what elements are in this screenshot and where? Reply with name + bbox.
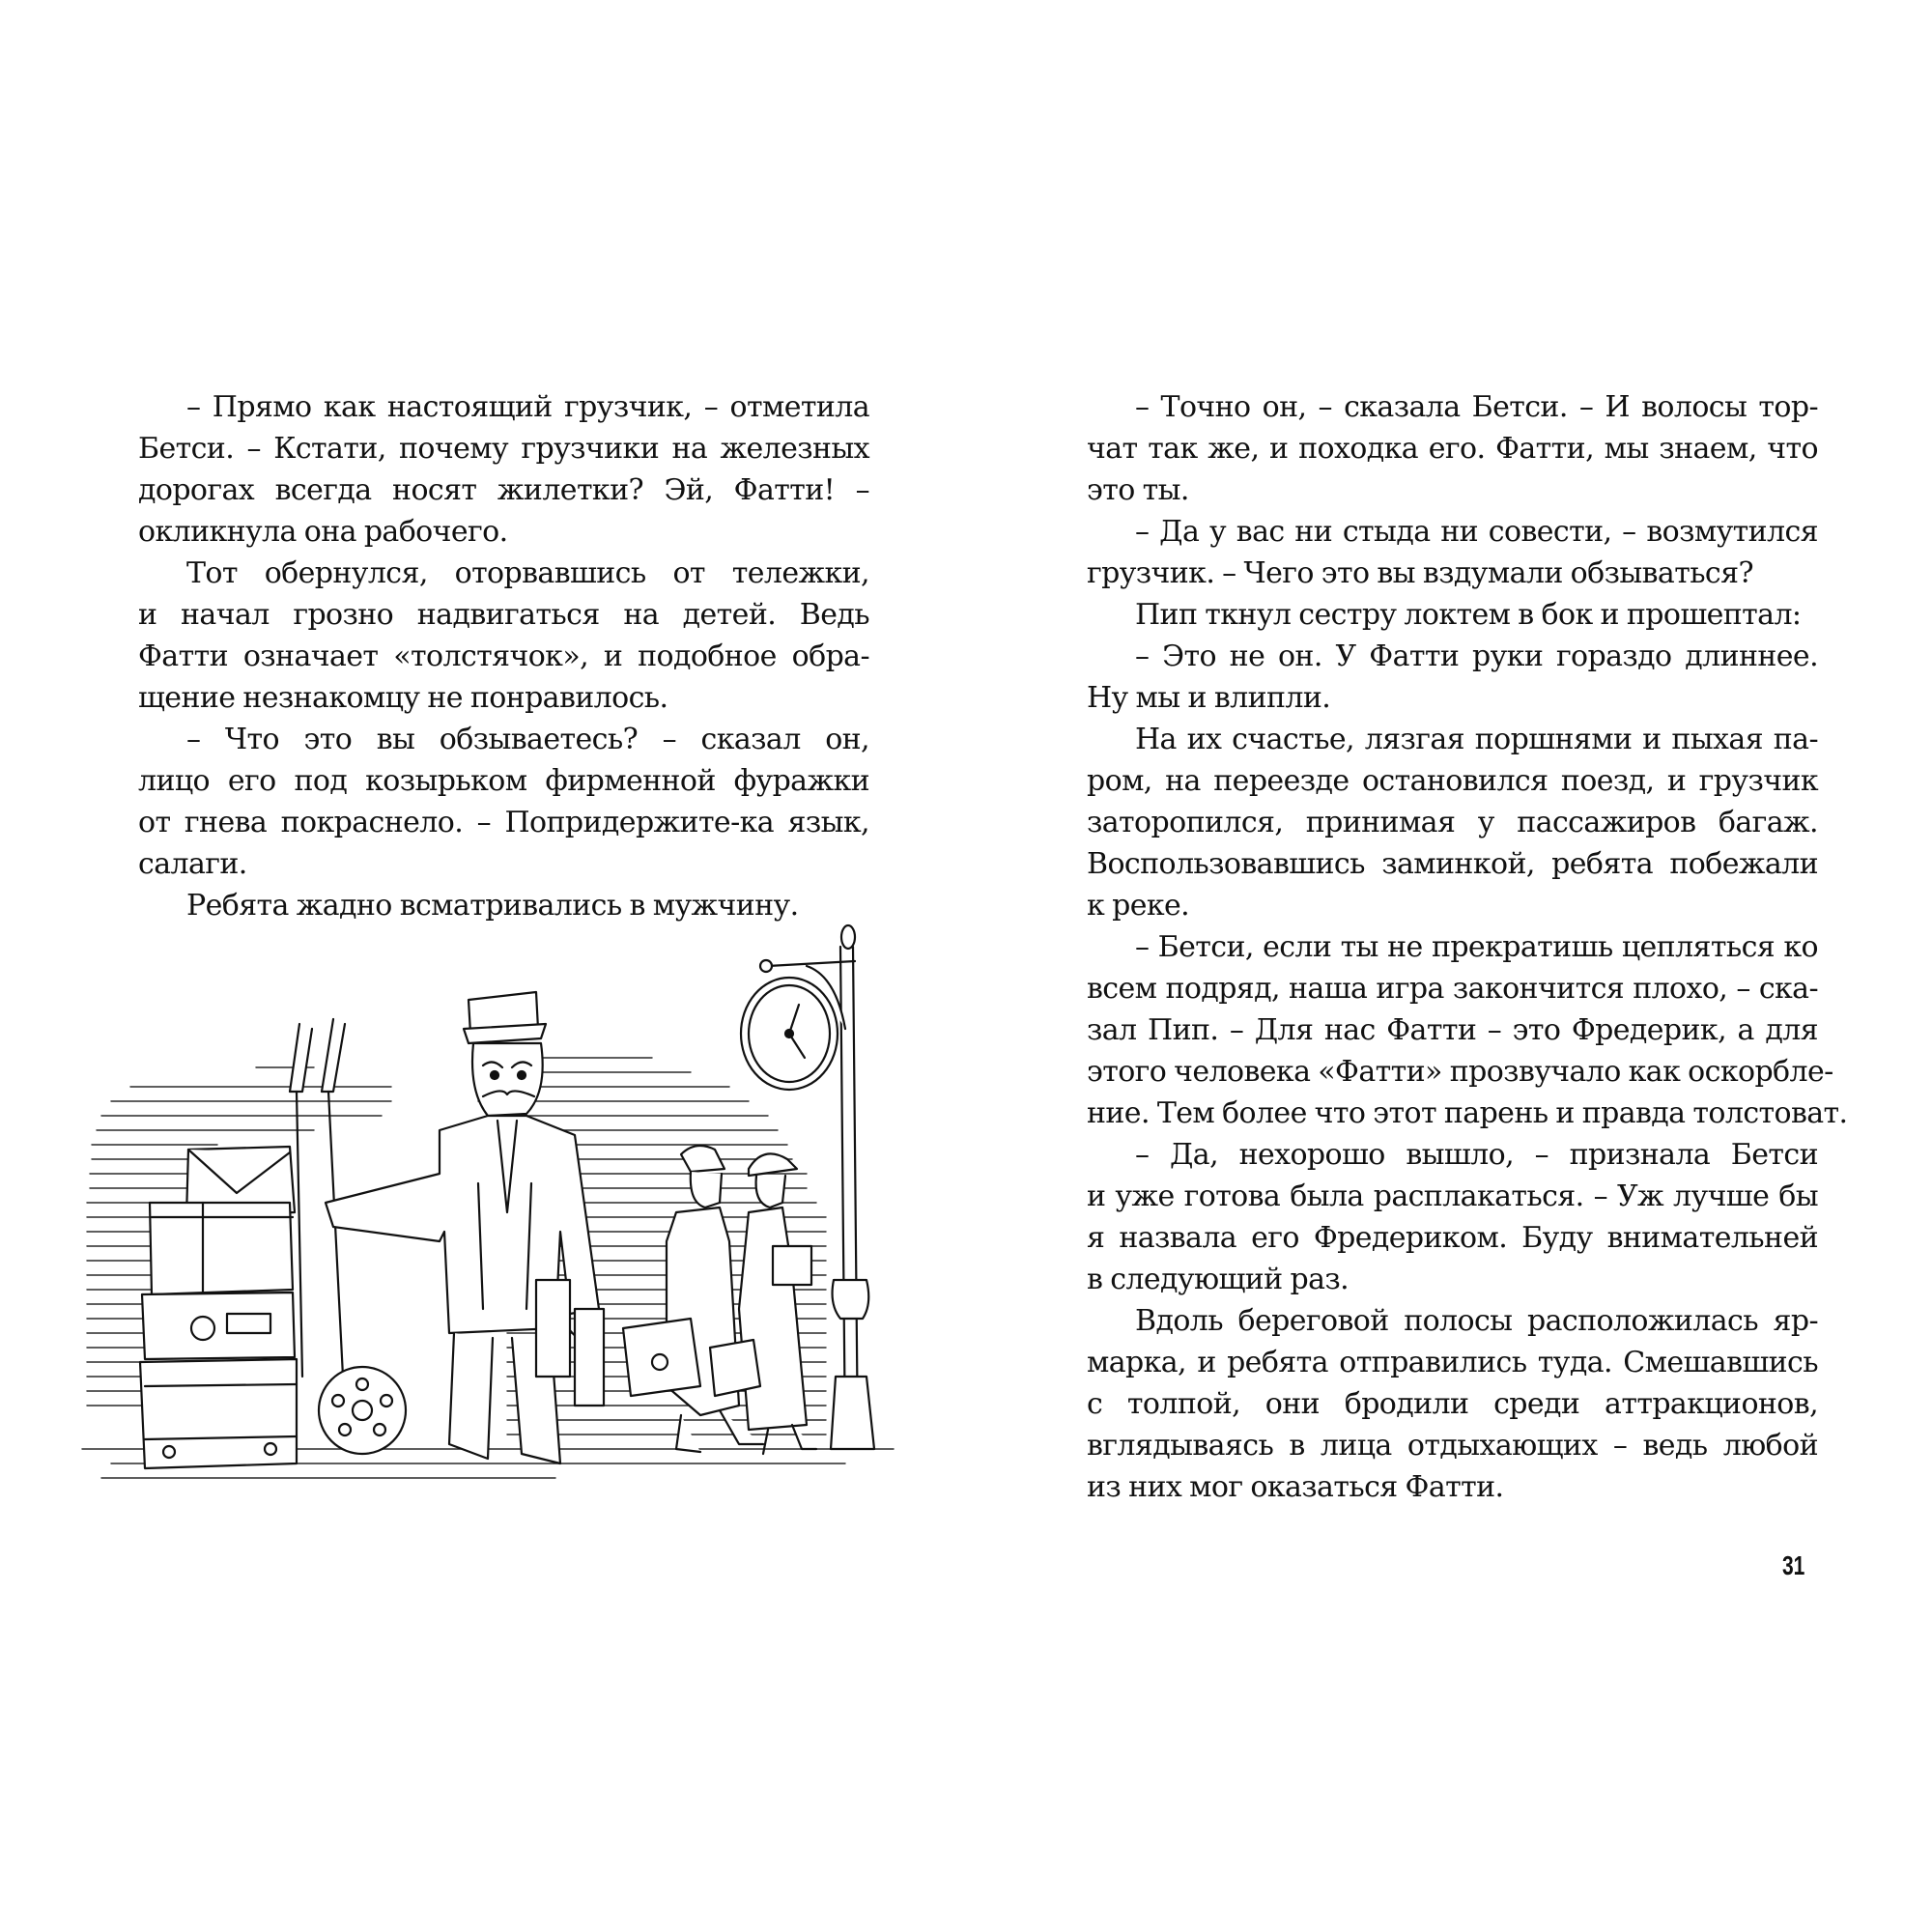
text-line: Вдоль береговой полосы расположилась яр-	[1135, 1304, 1818, 1338]
page-number: 31	[1782, 1550, 1805, 1580]
right-text-column	[1087, 386, 1848, 1508]
text-line: чат так же, и походка его. Фатти, мы знаем, что	[1087, 432, 1818, 466]
luggage-stack	[140, 1147, 297, 1468]
porter-illustration	[72, 923, 913, 1492]
text-line: – Да у вас ни стыда ни совести, – возмутился	[1135, 515, 1818, 549]
text-line: Бетси. – Кстати, почему грузчики на железных	[138, 432, 869, 466]
text-line: грузчик. – Чего это вы вздумали обзываться?	[1087, 556, 1753, 590]
text-line: Воспользовавшись заминкой, ребята побежали	[1087, 847, 1818, 881]
text-line: я назвала его Фредериком. Буду внимательней	[1087, 1221, 1818, 1255]
text-line: – Бетси, если ты не прекратишь цепляться ко	[1135, 930, 1818, 964]
text-line: Пип ткнул сестру локтем в бок и прошептал:	[1135, 598, 1802, 632]
text-line: – Точно он, – сказала Бетси. – И волосы тор-	[1135, 390, 1818, 424]
hand-truck	[290, 1019, 406, 1454]
text-line: – Прямо как настоящий грузчик, – отметила	[186, 390, 869, 424]
text-line: На их счастье, лязгая поршнями и пыхая па-	[1135, 723, 1818, 756]
text-line: – Да, нехорошо вышло, – признала Бетси	[1135, 1138, 1818, 1172]
text-line: Ну мы и влипли.	[1087, 681, 1331, 715]
left-text-column	[138, 386, 869, 926]
text-line: Ребята жадно всматривались в мужчину.	[186, 889, 799, 923]
text-line: – Что это вы обзываетесь? – сказал он,	[186, 723, 869, 756]
text-line: салаги.	[138, 847, 247, 881]
text-line: к реке.	[1087, 889, 1190, 923]
text-line: с толпой, они бродили среди аттракционов,	[1087, 1387, 1818, 1421]
text-line: и начал грозно надвигаться на детей. Ведь	[138, 598, 869, 632]
text-line: этого человека «Фатти» прозвучало как оскорбле-	[1087, 1055, 1833, 1089]
text-line: заторопился, принимая у пассажиров багаж.	[1087, 806, 1818, 839]
text-line: из них мог оказаться Фатти.	[1087, 1470, 1504, 1504]
text-line: Фатти означает «толстячок», и подобное обра-	[138, 639, 869, 673]
text-line: окликнула она рабочего.	[138, 515, 508, 549]
text-line: и уже готова была расплакаться. – Уж лучше бы	[1087, 1179, 1818, 1213]
text-line: ром, на переезде остановился поезд, и грузчик	[1087, 764, 1818, 798]
text-line: всем подряд, наша игра закончится плохо, – ска-	[1087, 972, 1818, 1006]
text-line: зал Пип. – Для нас Фатти – это Фредерик, а для	[1087, 1013, 1818, 1047]
text-line: – Это не он. У Фатти руки гораздо длиннее.	[1135, 639, 1818, 673]
text-line: щение незнакомцу не понравилось.	[138, 681, 668, 715]
text-line: Тот обернулся, оторвавшись от тележки,	[186, 556, 869, 590]
text-line: лицо его под козырьком фирменной фуражки	[138, 764, 869, 798]
text-line: это ты.	[1087, 473, 1189, 507]
text-line: от гнева покраснело. – Попридержите-ка язык,	[138, 806, 869, 839]
text-line: марка, и ребята отправились туда. Смешавшись	[1087, 1346, 1818, 1379]
text-line: вглядываясь в лица отдыхающих – ведь любой	[1087, 1429, 1818, 1463]
text-line: в следующий раз.	[1087, 1263, 1350, 1296]
text-line: ние. Тем более что этот парень и правда толстоват.	[1087, 1096, 1848, 1130]
text-line: дорогах всегда носят жилетки? Эй, Фатти! –	[138, 473, 869, 507]
